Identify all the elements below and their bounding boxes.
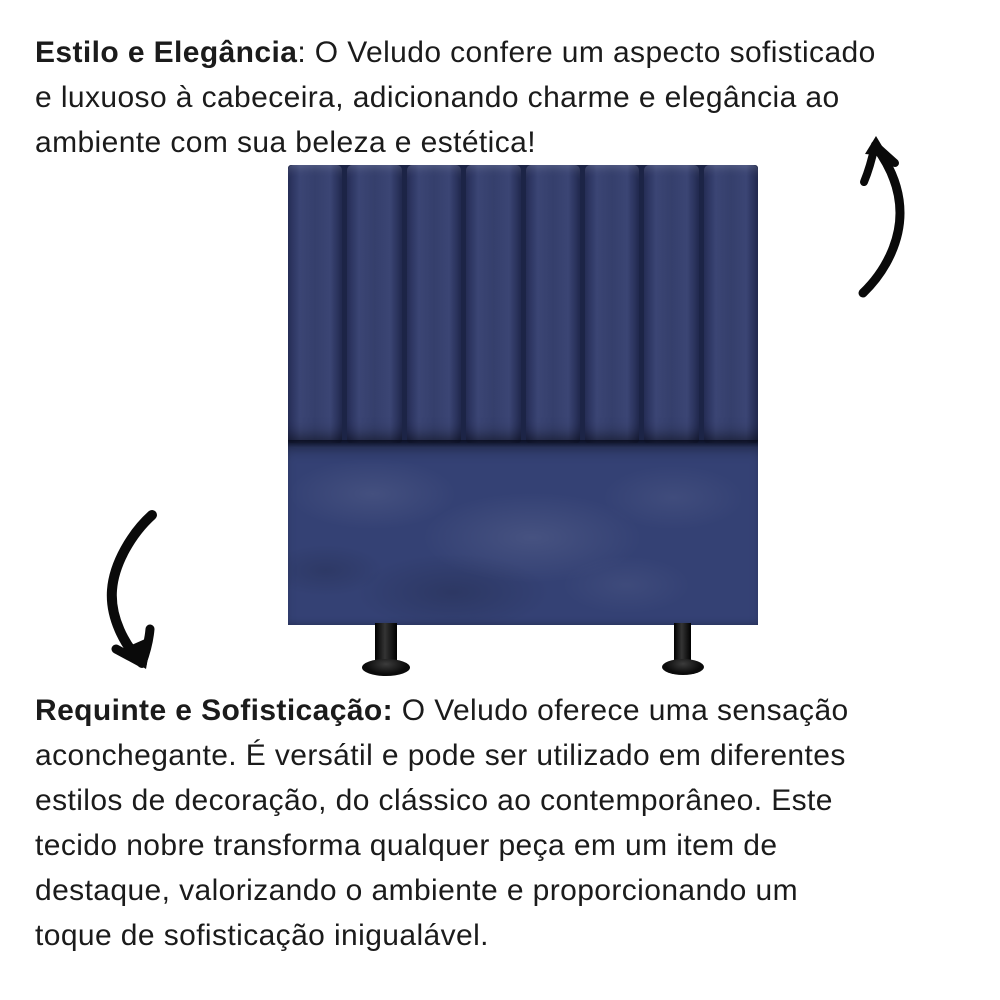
bottom-paragraph-line-1 xyxy=(35,688,849,733)
headboard-channel-panel xyxy=(466,165,520,443)
headboard-seam xyxy=(288,440,758,447)
top-heading-separator: : xyxy=(297,36,315,69)
top-heading: Estilo e Elegância xyxy=(35,36,298,69)
top-paragraph-line-2: e luxuoso à cabeceira, adicionando charme e elegância ao xyxy=(35,81,840,114)
bottom-heading: Requinte e Sofisticação: xyxy=(35,694,394,727)
headboard-channel-panel xyxy=(585,165,639,443)
top-paragraph-line-3: ambiente com sua beleza e estética! xyxy=(35,126,536,159)
headboard-channel-panel xyxy=(288,165,342,443)
arrow-head-fill xyxy=(865,136,888,156)
headboard-channel-panel xyxy=(407,165,461,443)
top-paragraph xyxy=(35,30,876,165)
headboard-channel-panel xyxy=(347,165,401,443)
headboard-channel-panel xyxy=(644,165,698,443)
top-line-1-text: O Veludo confere um aspecto sofisticado xyxy=(314,36,876,69)
bottom-paragraph xyxy=(35,688,849,958)
curved-arrow-down-icon xyxy=(80,505,220,680)
headboard-right-foot-base xyxy=(662,659,704,675)
top-paragraph-line-1 xyxy=(35,30,876,75)
headboard-channel-panel xyxy=(526,165,580,443)
bottom-paragraph-line-2: aconchegante. É versátil e pode ser utilizado em diferentes xyxy=(35,739,846,772)
headboard-base-panel xyxy=(288,443,758,625)
bottom-paragraph-line-3: estilos de decoração, do clássico ao contemporâneo. Este xyxy=(35,784,833,817)
headboard-left-foot-base xyxy=(362,659,410,676)
bottom-paragraph-line-6: toque de sofisticação inigualável. xyxy=(35,919,489,952)
bottom-paragraph-line-5: destaque, valorizando o ambiente e proporcionando um xyxy=(35,874,798,907)
bottom-paragraph-line-4: tecido nobre transforma qualquer peça em um item de xyxy=(35,829,778,862)
headboard-channel-tufting xyxy=(288,165,758,443)
bottom-line-1-text: O Veludo oferece uma sensação xyxy=(393,694,849,727)
headboard-channel-panel xyxy=(704,165,758,443)
headboard-product-image xyxy=(288,165,758,678)
curved-arrow-up-icon xyxy=(838,133,928,308)
